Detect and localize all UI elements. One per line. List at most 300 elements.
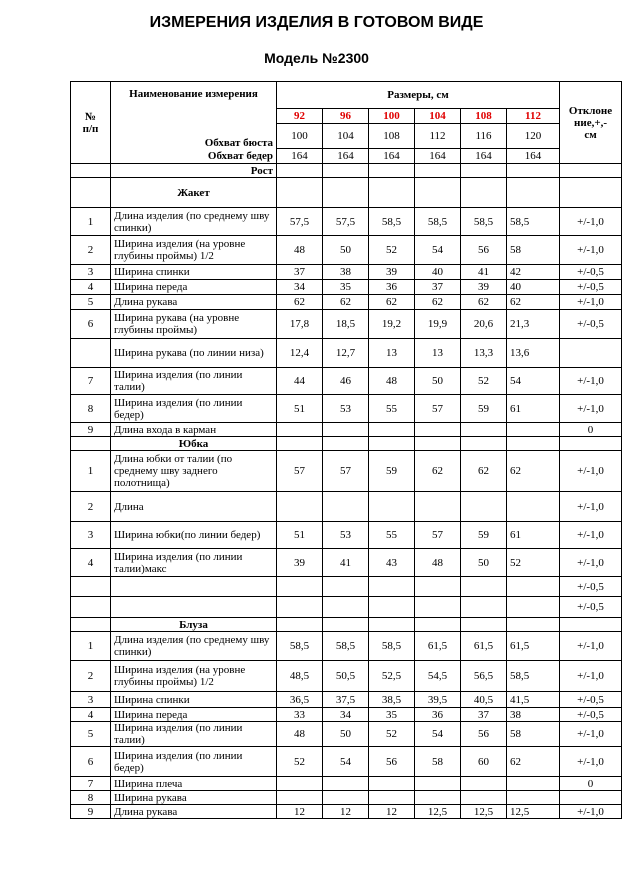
value-cell: 37 <box>461 708 507 722</box>
value-cell: 58,5 <box>277 632 323 661</box>
measurement-name <box>111 577 277 597</box>
value-cell: 39 <box>461 280 507 295</box>
page-title: ИЗМЕРЕНИЯ ИЗДЕЛИЯ В ГОТОВОМ ВИДЕ <box>149 14 484 31</box>
value-cell <box>415 597 461 618</box>
table-row <box>71 395 622 423</box>
table-row <box>71 632 622 661</box>
value-cell <box>369 597 415 618</box>
bust-cell: 112 <box>415 124 461 149</box>
value-cell <box>507 597 560 618</box>
value-cell <box>277 423 323 437</box>
value-cell: 48,5 <box>277 661 323 692</box>
measurement-name: Ширина спинки <box>111 265 277 280</box>
value-cell: 38,5 <box>369 692 415 708</box>
row-number: 4 <box>71 549 111 577</box>
measurement-name: Длина рукава <box>111 805 277 819</box>
section-row <box>71 618 622 632</box>
row-number: 4 <box>71 280 111 295</box>
value-cell: 58,5 <box>461 208 507 236</box>
empty-cell <box>323 618 369 632</box>
row-number: 2 <box>71 661 111 692</box>
value-cell <box>277 597 323 618</box>
value-cell <box>369 423 415 437</box>
value-cell: 53 <box>323 395 369 423</box>
value-cell: 48 <box>277 722 323 747</box>
row-number <box>71 577 111 597</box>
measurement-name: Ширина рукава (по линии низа) <box>111 339 277 368</box>
section-title: Юбка <box>111 437 277 451</box>
value-cell: 62 <box>461 295 507 310</box>
empty-cell <box>507 178 560 208</box>
value-cell: 12,5 <box>461 805 507 819</box>
value-cell: 50,5 <box>323 661 369 692</box>
value-cell: 58,5 <box>323 632 369 661</box>
value-cell <box>369 492 415 522</box>
measurement-name: Ширина рукава (на уровне глубины проймы) <box>111 310 277 339</box>
value-cell <box>415 791 461 805</box>
table-row <box>71 339 622 368</box>
value-cell: 37 <box>415 280 461 295</box>
hips-cell: 164 <box>277 149 323 164</box>
value-cell: 62 <box>461 451 507 492</box>
value-cell: 62 <box>323 295 369 310</box>
row-number: 2 <box>71 236 111 265</box>
row-number: 7 <box>71 777 111 791</box>
deviation-cell: +/-1,0 <box>560 722 622 747</box>
table-row <box>71 208 622 236</box>
deviation-cell: +/-1,0 <box>560 208 622 236</box>
value-cell: 62 <box>415 295 461 310</box>
value-cell: 62 <box>507 295 560 310</box>
measurement-name: Длина входа в карман <box>111 423 277 437</box>
value-cell: 35 <box>323 280 369 295</box>
deviation-cell: +/-1,0 <box>560 747 622 777</box>
value-cell: 20,6 <box>461 310 507 339</box>
value-cell: 13 <box>415 339 461 368</box>
value-cell: 54 <box>323 747 369 777</box>
bust-cell: 108 <box>369 124 415 149</box>
table-row <box>71 280 622 295</box>
value-cell: 12 <box>369 805 415 819</box>
measurement-name: Ширина изделия (по линии талии) <box>111 722 277 747</box>
value-cell: 21,3 <box>507 310 560 339</box>
value-cell: 58,5 <box>369 208 415 236</box>
value-cell <box>507 423 560 437</box>
size-cell: 112 <box>507 109 560 124</box>
row-number: 1 <box>71 451 111 492</box>
value-cell: 56 <box>461 236 507 265</box>
deviation-cell: 0 <box>560 777 622 791</box>
table-row <box>71 295 622 310</box>
deviation-cell: +/-1,0 <box>560 368 622 395</box>
section-num <box>71 437 111 451</box>
row-number: 9 <box>71 423 111 437</box>
value-cell: 12,4 <box>277 339 323 368</box>
value-cell: 62 <box>369 295 415 310</box>
table-row <box>71 777 622 791</box>
value-cell <box>415 577 461 597</box>
measurement-name: Ширина изделия (по линии талии) <box>111 368 277 395</box>
empty-cell <box>277 618 323 632</box>
value-cell: 39 <box>369 265 415 280</box>
value-cell <box>507 777 560 791</box>
value-cell: 39 <box>277 549 323 577</box>
deviation-cell: +/-1,0 <box>560 492 622 522</box>
deviation-cell <box>560 791 622 805</box>
deviation-cell <box>560 339 622 368</box>
value-cell: 37 <box>277 265 323 280</box>
value-cell: 19,2 <box>369 310 415 339</box>
size-cell: 108 <box>461 109 507 124</box>
measurement-name: Ширина плеча <box>111 777 277 791</box>
value-cell: 61 <box>507 522 560 549</box>
value-cell <box>369 777 415 791</box>
value-cell: 12 <box>277 805 323 819</box>
empty-cell <box>560 618 622 632</box>
table-row <box>71 577 622 597</box>
measurement-name: Ширина изделия (на уровне глубины проймы) 1/2 <box>111 236 277 265</box>
value-cell: 62 <box>277 295 323 310</box>
deviation-cell: +/-0,5 <box>560 708 622 722</box>
empty-cell <box>461 437 507 451</box>
value-cell: 62 <box>415 451 461 492</box>
value-cell <box>461 577 507 597</box>
value-cell: 58,5 <box>415 208 461 236</box>
row-number: 5 <box>71 722 111 747</box>
measurements-table <box>70 81 622 819</box>
value-cell: 50 <box>415 368 461 395</box>
value-cell: 59 <box>369 451 415 492</box>
size-cell: 96 <box>323 109 369 124</box>
empty-cell <box>415 618 461 632</box>
deviation-cell: +/-1,0 <box>560 395 622 423</box>
value-cell: 58,5 <box>369 632 415 661</box>
table-row <box>71 597 622 618</box>
value-cell: 53 <box>323 522 369 549</box>
empty-cell <box>461 178 507 208</box>
row-number: 2 <box>71 492 111 522</box>
hips-cell: 164 <box>323 149 369 164</box>
value-cell: 43 <box>369 549 415 577</box>
value-cell: 13 <box>369 339 415 368</box>
deviation-cell: +/-1,0 <box>560 522 622 549</box>
row-number: 7 <box>71 368 111 395</box>
value-cell: 17,8 <box>277 310 323 339</box>
value-cell <box>461 777 507 791</box>
value-cell <box>461 597 507 618</box>
value-cell: 58 <box>415 747 461 777</box>
row-number: 8 <box>71 395 111 423</box>
value-cell: 12,5 <box>507 805 560 819</box>
value-cell: 52 <box>369 236 415 265</box>
value-cell <box>415 777 461 791</box>
value-cell: 40,5 <box>461 692 507 708</box>
value-cell: 41,5 <box>507 692 560 708</box>
header-deviation: Отклоне ние,+,- см <box>560 82 622 164</box>
table-row <box>71 661 622 692</box>
value-cell: 40 <box>415 265 461 280</box>
value-cell <box>277 777 323 791</box>
measurement-name: Длина рукава <box>111 295 277 310</box>
value-cell <box>415 423 461 437</box>
value-cell <box>277 577 323 597</box>
deviation-cell: +/-0,5 <box>560 577 622 597</box>
model-subtitle: Модель №2300 <box>264 50 369 66</box>
value-cell: 61,5 <box>461 632 507 661</box>
value-cell: 58,5 <box>507 661 560 692</box>
value-cell: 51 <box>277 522 323 549</box>
header-sizes-label: Размеры, см <box>277 82 560 109</box>
value-cell: 12,5 <box>415 805 461 819</box>
value-cell: 48 <box>369 368 415 395</box>
value-cell: 59 <box>461 395 507 423</box>
section-title: Блуза <box>111 618 277 632</box>
table-row <box>71 265 622 280</box>
value-cell: 62 <box>507 451 560 492</box>
value-cell <box>507 791 560 805</box>
value-cell: 36 <box>369 280 415 295</box>
value-cell: 57,5 <box>323 208 369 236</box>
table-row <box>71 423 622 437</box>
empty-cell <box>560 178 622 208</box>
table-row <box>71 708 622 722</box>
section-row <box>71 178 622 208</box>
table-row <box>71 692 622 708</box>
row-number: 5 <box>71 295 111 310</box>
measurement-name: Длина изделия (по среднему шву спинки) <box>111 208 277 236</box>
empty-cell <box>369 618 415 632</box>
header-num: № п/п <box>71 82 111 164</box>
measurement-name: Ширина изделия (по линии бедер) <box>111 747 277 777</box>
value-cell <box>323 597 369 618</box>
value-cell <box>369 577 415 597</box>
table-row <box>71 310 622 339</box>
empty-cell <box>507 618 560 632</box>
measurement-name: Длина юбки от талии (по среднему шву заднего полотнища) <box>111 451 277 492</box>
value-cell: 54 <box>415 236 461 265</box>
measurement-name: Ширина юбки(по линии бедер) <box>111 522 277 549</box>
value-cell: 62 <box>507 747 560 777</box>
empty-cell <box>323 437 369 451</box>
value-cell: 51 <box>277 395 323 423</box>
row-number: 3 <box>71 522 111 549</box>
value-cell: 36 <box>415 708 461 722</box>
value-cell: 36,5 <box>277 692 323 708</box>
deviation-cell: +/-1,0 <box>560 661 622 692</box>
value-cell <box>277 791 323 805</box>
deviation-cell: +/-0,5 <box>560 597 622 618</box>
value-cell <box>461 492 507 522</box>
value-cell <box>461 423 507 437</box>
measurement-name: Длина <box>111 492 277 522</box>
value-cell <box>507 492 560 522</box>
deviation-cell: +/-1,0 <box>560 236 622 265</box>
deviation-cell: +/-0,5 <box>560 280 622 295</box>
value-cell: 38 <box>507 708 560 722</box>
bust-cell: 120 <box>507 124 560 149</box>
hips-cell: 164 <box>415 149 461 164</box>
value-cell: 42 <box>507 265 560 280</box>
hips-cell: 164 <box>369 149 415 164</box>
table-row <box>71 791 622 805</box>
table-row <box>71 451 622 492</box>
size-cell: 92 <box>277 109 323 124</box>
value-cell: 52 <box>369 722 415 747</box>
value-cell: 57 <box>277 451 323 492</box>
value-cell <box>369 791 415 805</box>
value-cell: 56 <box>369 747 415 777</box>
value-cell: 39,5 <box>415 692 461 708</box>
value-cell: 61,5 <box>507 632 560 661</box>
value-cell: 61 <box>507 395 560 423</box>
value-cell: 34 <box>323 708 369 722</box>
section-num <box>71 178 111 208</box>
value-cell: 56 <box>461 722 507 747</box>
value-cell: 19,9 <box>415 310 461 339</box>
section-title: Жакет <box>111 178 277 208</box>
value-cell: 52 <box>461 368 507 395</box>
section-row <box>71 437 622 451</box>
bust-cell: 104 <box>323 124 369 149</box>
hips-cell: 164 <box>507 149 560 164</box>
row-number: 6 <box>71 747 111 777</box>
value-cell <box>323 577 369 597</box>
table-row <box>71 805 622 819</box>
empty-cell <box>415 437 461 451</box>
value-cell <box>507 577 560 597</box>
deviation-cell: +/-1,0 <box>560 295 622 310</box>
size-cell: 100 <box>369 109 415 124</box>
value-cell: 12 <box>323 805 369 819</box>
value-cell <box>323 492 369 522</box>
empty-cell <box>277 178 323 208</box>
value-cell: 38 <box>323 265 369 280</box>
deviation-cell: +/-0,5 <box>560 692 622 708</box>
header-name: Наименование измерения <box>111 82 277 109</box>
bust-cell: 100 <box>277 124 323 149</box>
value-cell: 52 <box>277 747 323 777</box>
bust-label: Обхват бюста <box>204 136 273 149</box>
value-cell <box>415 492 461 522</box>
row-number: 3 <box>71 265 111 280</box>
row-number: 4 <box>71 708 111 722</box>
value-cell: 57,5 <box>277 208 323 236</box>
value-cell: 57 <box>415 395 461 423</box>
row-number <box>71 339 111 368</box>
value-cell: 56,5 <box>461 661 507 692</box>
value-cell: 13,6 <box>507 339 560 368</box>
value-cell: 46 <box>323 368 369 395</box>
value-cell <box>323 777 369 791</box>
deviation-cell: +/-1,0 <box>560 805 622 819</box>
value-cell: 54 <box>415 722 461 747</box>
value-cell <box>277 492 323 522</box>
value-cell: 18,5 <box>323 310 369 339</box>
deviation-cell: +/-1,0 <box>560 632 622 661</box>
value-cell: 58,5 <box>507 208 560 236</box>
value-cell: 54 <box>507 368 560 395</box>
value-cell: 61,5 <box>415 632 461 661</box>
measurement-name: Длина изделия (по среднему шву спинки) <box>111 632 277 661</box>
value-cell: 59 <box>461 522 507 549</box>
deviation-cell: +/-0,5 <box>560 310 622 339</box>
measurement-name: Ширина рукава <box>111 791 277 805</box>
deviation-cell: 0 <box>560 423 622 437</box>
table-row <box>71 747 622 777</box>
measurement-name <box>111 597 277 618</box>
hips-label: Обхват бедер <box>207 149 273 162</box>
row-number: 6 <box>71 310 111 339</box>
height-label: Рост <box>250 164 273 177</box>
value-cell: 57 <box>323 451 369 492</box>
size-cell: 104 <box>415 109 461 124</box>
value-cell: 41 <box>461 265 507 280</box>
section-num <box>71 618 111 632</box>
empty-cell <box>415 178 461 208</box>
deviation-cell: +/-0,5 <box>560 265 622 280</box>
row-number: 3 <box>71 692 111 708</box>
table-row <box>71 522 622 549</box>
measurement-name: Ширина спинки <box>111 692 277 708</box>
value-cell: 13,3 <box>461 339 507 368</box>
value-cell <box>323 791 369 805</box>
value-cell: 54,5 <box>415 661 461 692</box>
deviation-cell: +/-1,0 <box>560 451 622 492</box>
deviation-cell: +/-1,0 <box>560 549 622 577</box>
table-row <box>71 722 622 747</box>
value-cell: 50 <box>323 722 369 747</box>
table-row <box>71 368 622 395</box>
value-cell: 33 <box>277 708 323 722</box>
value-cell: 50 <box>323 236 369 265</box>
value-cell: 57 <box>415 522 461 549</box>
value-cell: 55 <box>369 395 415 423</box>
table-row <box>71 549 622 577</box>
hips-cell: 164 <box>461 149 507 164</box>
value-cell: 12,7 <box>323 339 369 368</box>
value-cell <box>461 791 507 805</box>
bust-cell: 116 <box>461 124 507 149</box>
value-cell: 58 <box>507 722 560 747</box>
value-cell: 35 <box>369 708 415 722</box>
empty-cell <box>507 437 560 451</box>
value-cell: 48 <box>415 549 461 577</box>
table-row <box>71 492 622 522</box>
value-cell: 37,5 <box>323 692 369 708</box>
value-cell: 55 <box>369 522 415 549</box>
empty-cell <box>461 618 507 632</box>
row-number: 1 <box>71 208 111 236</box>
value-cell: 50 <box>461 549 507 577</box>
row-number: 1 <box>71 632 111 661</box>
measurement-name: Ширина изделия (на уровне глубины проймы) 1/2 <box>111 661 277 692</box>
value-cell: 44 <box>277 368 323 395</box>
table-row <box>71 236 622 265</box>
empty-cell <box>560 437 622 451</box>
value-cell: 41 <box>323 549 369 577</box>
row-number: 9 <box>71 805 111 819</box>
measurement-name: Ширина изделия (по линии талии)макс <box>111 549 277 577</box>
measurement-name: Ширина переда <box>111 280 277 295</box>
empty-cell <box>369 437 415 451</box>
value-cell: 48 <box>277 236 323 265</box>
value-cell: 34 <box>277 280 323 295</box>
measurement-name: Ширина изделия (по линии бедер) <box>111 395 277 423</box>
empty-cell <box>369 178 415 208</box>
value-cell: 60 <box>461 747 507 777</box>
value-cell: 52 <box>507 549 560 577</box>
value-cell <box>323 423 369 437</box>
